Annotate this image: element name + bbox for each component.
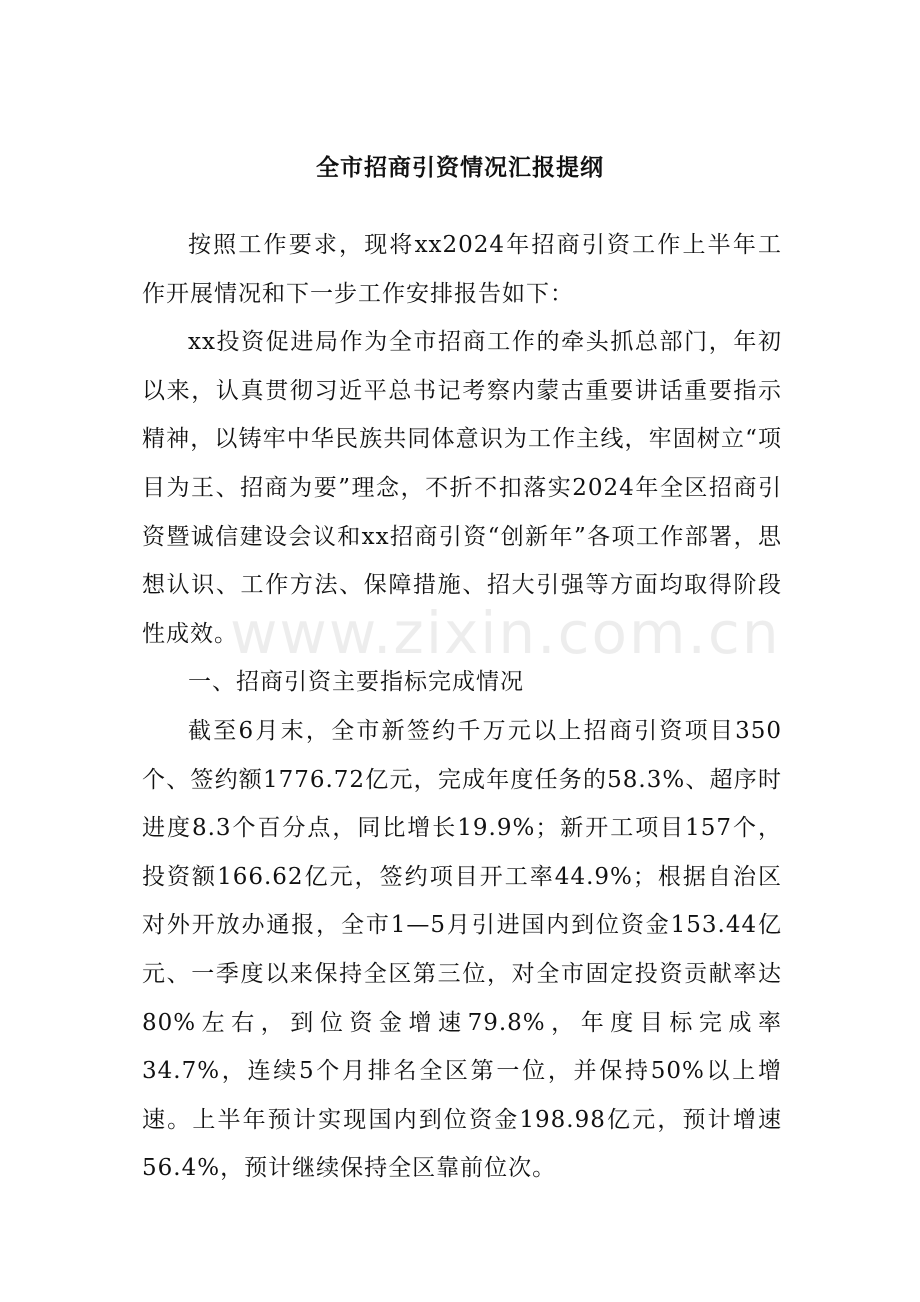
section-heading-1: 一、招商引资主要指标完成情况 (188, 669, 524, 696)
paragraph-indicators: 截至6月末，全市新签约千万元以上招商引资项目350个、签约额1776.72亿元，完成年度任务的58.3%、超序时进度8.3个百分点，同比增长19.9%；新开工项目157个，投资额166.62亿元，签约项目开工率44.9%；根据自治区对外开放办通报，全市1—5月引进国内到位资金153.44亿元、一季度以来保持全区第三位，对全市固定投资贡献率达80%左右，到位资金增速79.8%，年度目标完成率34.7%，连续5个月排名全区第一位，并保持50%以上增速。上半年预计实现国内到位资金198.98亿元，预计增速56.4%，预计继续保持全区靠前位次。 (142, 717, 782, 1182)
document-body (142, 221, 782, 1193)
paragraph-intro: 按照工作要求，现将xx2024年招商引资工作上半年工作开展情况和下一步工作安排报告如下： (142, 232, 782, 307)
document-title: 全市招商引资情况汇报提纲 (316, 154, 604, 181)
watermark: www.zixin.com.cn (230, 599, 781, 667)
paragraph-overview: xx投资促进局作为全市招商工作的牵头抓总部门，年初以来，认真贯彻习近平总书记考察内蒙古重要讲话重要指示精神，以铸牢中华民族共同体意识为工作主线，牢固树立“项目为王、招商为要”理念，不折不扣落实2024年全区招商引资暨诚信建设会议和xx招商引资“创新年”各项工作部署，思想认识、工作方法、保障措施、招大引强等方面均取得阶段性成效。 (142, 329, 782, 647)
